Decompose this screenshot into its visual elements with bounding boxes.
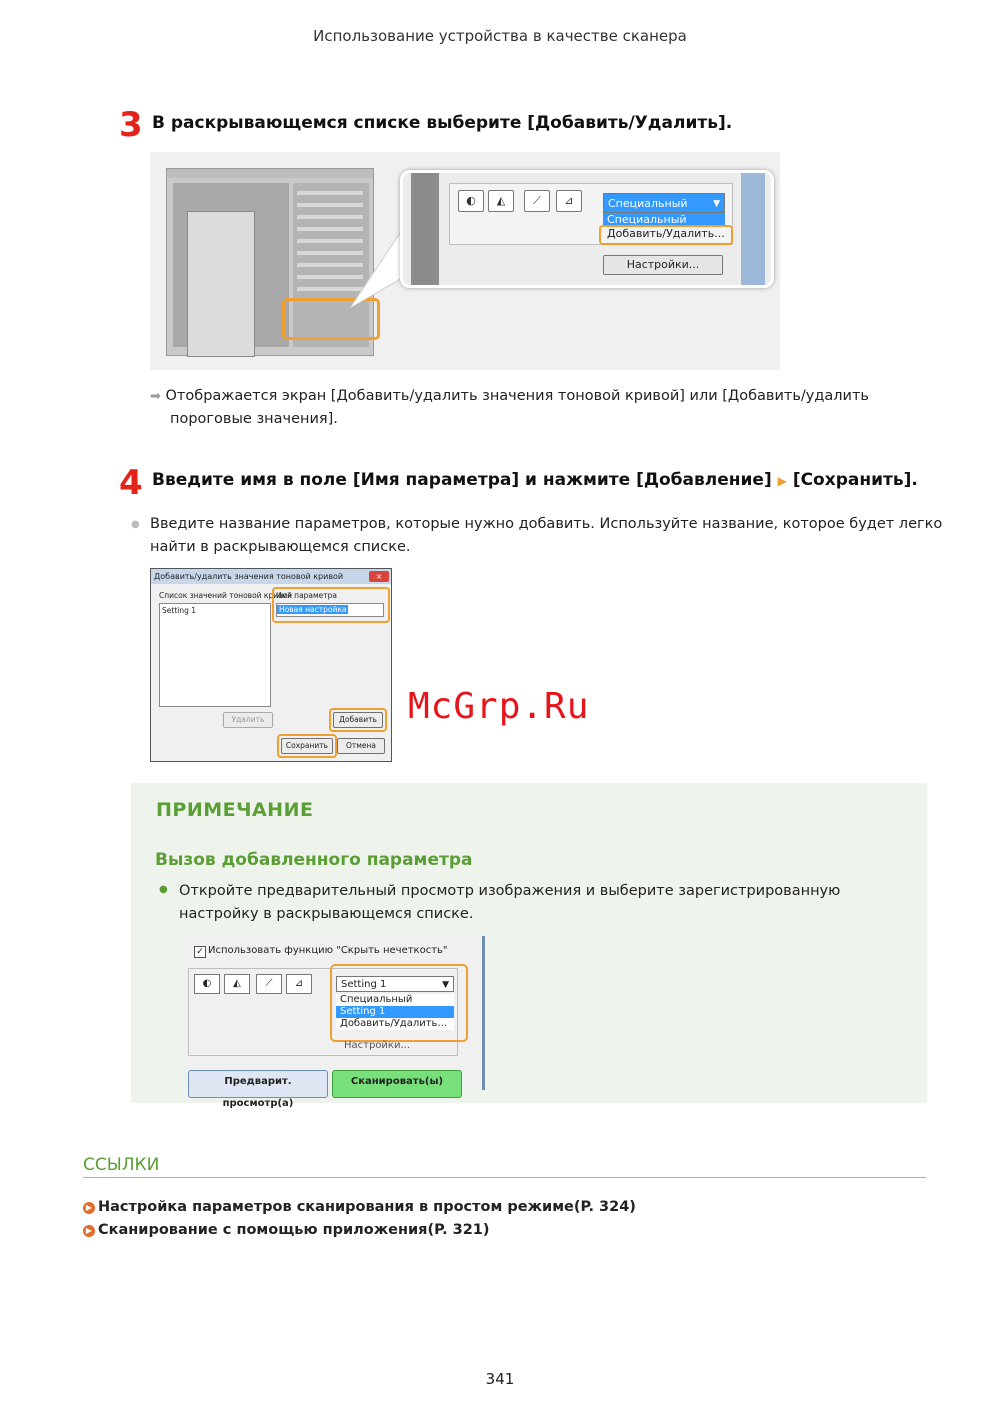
tone-curve-icon[interactable]: ⟋: [524, 190, 550, 212]
bullet-text: Введите название параметров, которые нужно добавить. Используйте название, которое будет легко: [150, 516, 943, 532]
tone-preset-value: Специальный: [608, 197, 688, 210]
checkbox[interactable]: ✓: [194, 946, 206, 958]
page-number: 341: [485, 1370, 515, 1388]
threshold-icon[interactable]: ⊿: [286, 974, 312, 994]
screenshot-select-setting: [184, 936, 485, 1109]
note-text-line: настройку в раскрывающемся списке.: [179, 906, 474, 922]
tone-preset-value: Setting 1: [341, 979, 387, 990]
chevron-down-icon: ▼: [713, 199, 720, 209]
link-text: Сканирование с помощью приложения(P. 321): [98, 1222, 490, 1238]
histogram-icon[interactable]: ◭: [224, 974, 250, 994]
name-label: Имя параметра: [276, 591, 338, 600]
threshold-icon[interactable]: ⊿: [556, 190, 582, 212]
tone-curve-icon[interactable]: ⟋: [256, 974, 282, 994]
app-preview-area: [173, 183, 289, 347]
add-button[interactable]: Добавить: [333, 712, 383, 728]
result-text: пороговые значения].: [170, 411, 338, 427]
dropdown-option[interactable]: Добавить/Удалить...: [336, 1018, 454, 1030]
list-label: Список значений тоновой кривой: [159, 591, 292, 600]
tone-preset-select[interactable]: [603, 193, 725, 213]
app-setting-row: [297, 203, 363, 207]
links-heading: ССЫЛКИ: [83, 1155, 160, 1175]
chevron-down-icon: ▼: [442, 980, 449, 990]
step-title: В раскрывающемся списке выберите [Добавить/Удалить].: [152, 113, 733, 133]
dialog-title: Добавить/удалить значения тоновой кривой: [151, 569, 391, 584]
step-number: 4: [119, 463, 143, 503]
reference-link[interactable]: [83, 1199, 636, 1215]
preview-button[interactable]: Предварит. просмотр(а): [188, 1070, 328, 1098]
app-titlebar: [167, 169, 373, 178]
settings-button[interactable]: Настройки...: [344, 1040, 411, 1051]
step-title-part: Введите имя в поле [Имя параметра] и нажмите [Добавление]: [152, 470, 772, 490]
delete-button[interactable]: Удалить: [223, 712, 273, 728]
bullet-icon: ●: [131, 519, 140, 530]
list-item[interactable]: Setting 1: [162, 606, 197, 615]
bullet-text: найти в раскрывающемся списке.: [150, 539, 411, 555]
reference-link[interactable]: [83, 1222, 490, 1238]
dropdown-option[interactable]: Специальный: [603, 213, 725, 227]
zoom-left-bar: [411, 173, 439, 285]
zoom-callout: [400, 170, 774, 288]
note-box: [131, 783, 927, 1109]
highlight-frame: [329, 708, 387, 732]
highlight-frame: [330, 964, 468, 1042]
histogram-icon[interactable]: ◭: [488, 190, 514, 212]
close-icon[interactable]: ×: [369, 571, 389, 582]
brightness-icon[interactable]: ◐: [458, 190, 484, 212]
zoom-right-bar: [741, 173, 765, 285]
cancel-button[interactable]: Отмена: [337, 738, 385, 754]
note-heading: ПРИМЕЧАНИЕ: [156, 799, 314, 821]
scan-button[interactable]: Сканировать(ы): [332, 1070, 462, 1098]
highlight-frame: [272, 587, 390, 623]
note-subheading: Вызов добавленного параметра: [155, 850, 473, 870]
divider: [83, 1177, 926, 1178]
dropdown-option-add-remove[interactable]: Добавить/Удалить...: [607, 227, 725, 240]
screenshot-dropdown-add-remove: [150, 152, 780, 370]
note-text-line: Откройте предварительный просмотр изображения и выберите зарегистрированную: [179, 883, 841, 899]
app-setting-row: [297, 191, 363, 195]
settings-list[interactable]: [159, 603, 271, 707]
app-setting-row: [297, 215, 363, 219]
settings-button[interactable]: Настройки...: [603, 255, 723, 275]
watermark: McGrp.Ru: [408, 686, 590, 727]
play-arrow-icon: ▶: [777, 474, 787, 488]
step-title: [152, 470, 918, 490]
highlight-frame: [277, 734, 337, 758]
app-preview-page: [187, 211, 255, 357]
bullet-icon: ●: [159, 884, 168, 895]
dropdown-option-selected[interactable]: Setting 1: [336, 1006, 454, 1018]
arrow-icon: ➡: [150, 389, 161, 404]
checkbox-label: Использовать функцию "Скрыть нечеткость": [208, 945, 448, 956]
parameter-name-value: Новая настройка: [279, 605, 347, 614]
result-line: [150, 385, 869, 408]
running-head: Использование устройства в качестве сканера: [313, 27, 687, 45]
link-arrow-icon: ▶: [83, 1225, 95, 1237]
link-text: Настройка параметров сканирования в простом режиме(P. 324): [98, 1199, 636, 1215]
brightness-icon[interactable]: ◐: [194, 974, 220, 994]
note-text: [179, 880, 840, 926]
add-remove-dialog: [150, 568, 392, 762]
save-button[interactable]: Сохранить: [281, 738, 333, 754]
step-number: 3: [119, 105, 143, 145]
link-arrow-icon: ▶: [83, 1202, 95, 1214]
highlight-frame: [599, 225, 733, 245]
dropdown-option[interactable]: Специальный: [336, 994, 454, 1006]
result-text: Отображается экран [Добавить/удалить значения тоновой кривой] или [Добавить/удалить: [165, 388, 869, 404]
step-title-part: [Сохранить].: [792, 470, 918, 490]
